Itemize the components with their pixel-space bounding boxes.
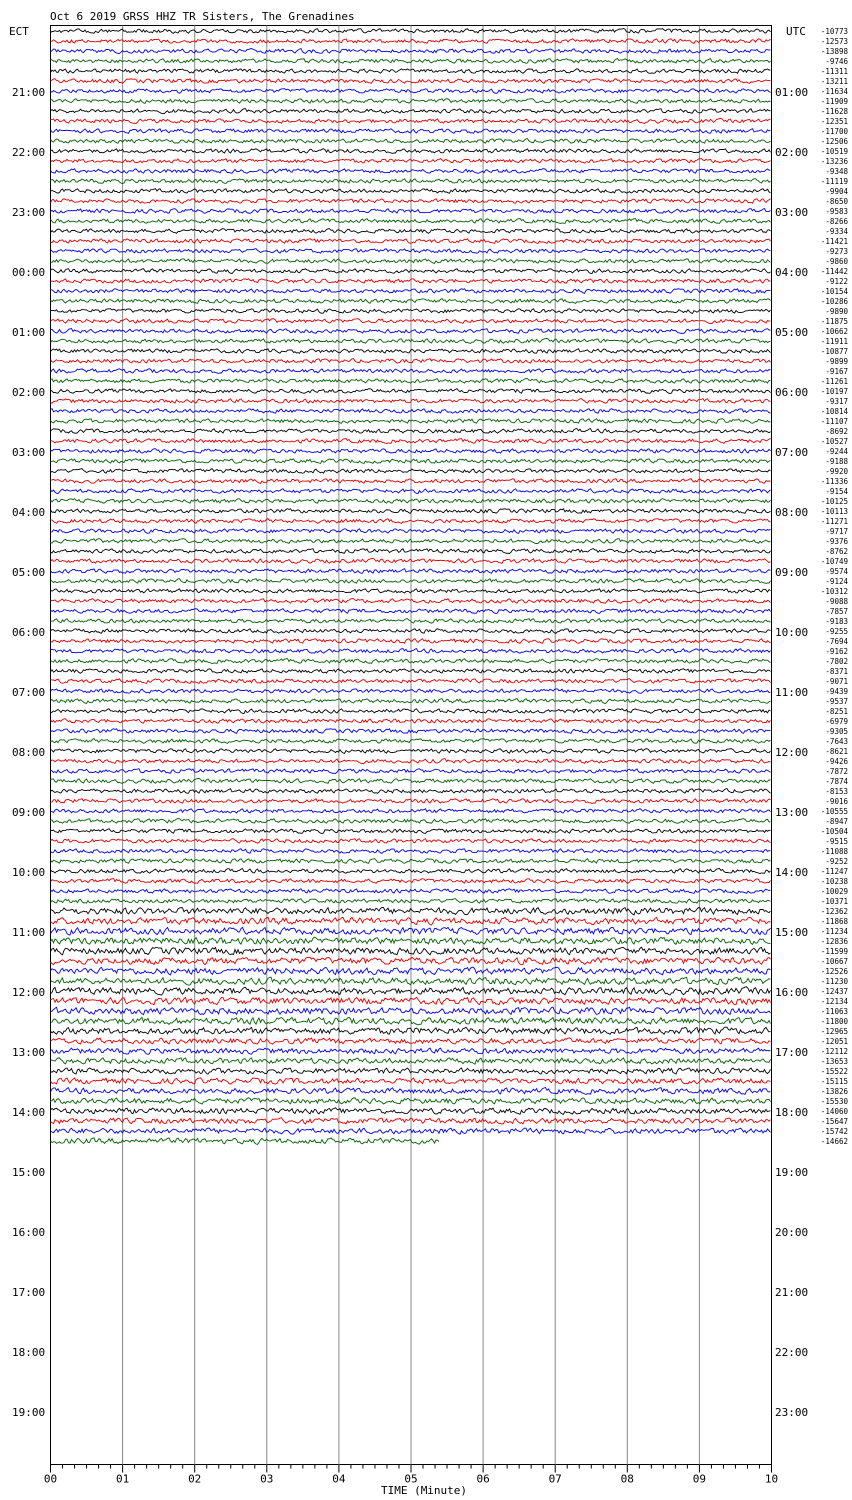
right-hour-label: 19:00 — [775, 1166, 809, 1179]
trace-offset: -8266 — [825, 217, 848, 226]
right-hour-label: 12:00 — [775, 746, 809, 759]
trace-offset: -7802 — [825, 657, 848, 666]
trace-offset: -9899 — [825, 357, 848, 366]
trace-offset: -11800 — [820, 1017, 848, 1026]
trace-offset: -11628 — [820, 107, 848, 116]
trace-offset: -9188 — [825, 457, 848, 466]
left-hour-label: 17:00 — [12, 1286, 46, 1299]
trace-offset: -10197 — [820, 387, 848, 396]
right-hour-label: 20:00 — [775, 1226, 809, 1239]
trace-offset: -10312 — [820, 587, 848, 596]
trace-offset: -11107 — [820, 417, 848, 426]
left-hour-label: 11:00 — [12, 926, 46, 939]
x-tick-label: 02 — [188, 1472, 202, 1486]
trace-offset: -10814 — [820, 407, 848, 416]
trace-offset: -9305 — [825, 727, 848, 736]
trace-offset: -13826 — [820, 1087, 848, 1096]
trace-offset: -9574 — [825, 567, 848, 576]
left-hour-label: 10:00 — [12, 866, 46, 879]
x-tick-label: 09 — [692, 1472, 707, 1486]
trace-offset: -12965 — [820, 1027, 848, 1036]
left-hour-label: 12:00 — [12, 986, 46, 999]
trace-offset: -14060 — [820, 1107, 848, 1116]
trace-offset: -10773 — [820, 27, 848, 36]
left-hour-label: 16:00 — [12, 1226, 46, 1239]
trace-offset: -11247 — [820, 867, 848, 876]
trace-offset: -10029 — [820, 887, 848, 896]
trace-offset: -12351 — [820, 117, 848, 126]
left-timezone-label: ECT — [9, 25, 29, 38]
trace-offset: -9088 — [825, 597, 848, 606]
right-hour-label: 07:00 — [775, 446, 809, 459]
right-hour-label: 09:00 — [775, 566, 809, 579]
right-hour-label: 16:00 — [775, 986, 809, 999]
right-hour-label: 14:00 — [775, 866, 809, 879]
trace-offset: -13236 — [820, 157, 848, 166]
trace-offset: -15530 — [820, 1097, 848, 1106]
trace-offset: -11875 — [820, 317, 848, 326]
x-tick-label: 03 — [260, 1472, 274, 1486]
trace-offset: -12051 — [820, 1037, 848, 1046]
trace-offset: -11700 — [820, 127, 848, 136]
trace-offset: -8153 — [825, 787, 848, 796]
trace-offset: -14662 — [820, 1137, 848, 1146]
trace-offset: -9717 — [825, 527, 848, 536]
right-hour-label: 18:00 — [775, 1106, 809, 1119]
trace-offset: -12573 — [820, 37, 848, 46]
x-tick-label: 10 — [764, 1472, 779, 1486]
x-tick-label: 08 — [620, 1472, 634, 1486]
trace-offset: -9252 — [825, 857, 848, 866]
trace-offset: -11261 — [820, 377, 848, 386]
x-axis-label: TIME (Minute) — [380, 1484, 468, 1497]
trace-offset: -7857 — [825, 607, 848, 616]
trace-offset-labels — [821, 27, 849, 1146]
trace-offset: -11599 — [820, 947, 848, 956]
trace-offset: -8692 — [825, 427, 848, 436]
trace-offset: -11868 — [820, 917, 848, 926]
trace-offset: -11119 — [820, 177, 848, 186]
trace-offset: -12134 — [820, 997, 848, 1006]
trace-offset: -10154 — [820, 287, 848, 296]
trace-offset: -9317 — [825, 397, 848, 406]
trace-offset: -13898 — [820, 47, 848, 56]
trace-offset: -9376 — [825, 537, 848, 546]
x-tick-label: 00 — [43, 1472, 58, 1486]
left-hour-label: 09:00 — [12, 806, 46, 819]
x-tick-label: 01 — [115, 1472, 130, 1486]
left-hour-label: 13:00 — [12, 1046, 46, 1059]
trace-offset: -15647 — [820, 1117, 848, 1126]
trace-offset: -9154 — [825, 487, 848, 496]
left-hour-label: 01:00 — [12, 326, 46, 339]
right-hour-label: 02:00 — [775, 146, 809, 159]
right-hour-label: 08:00 — [775, 506, 809, 519]
trace-offset: -12112 — [820, 1047, 848, 1056]
left-hour-label: 23:00 — [12, 206, 46, 219]
left-hour-label: 15:00 — [12, 1166, 46, 1179]
trace-offset: -9860 — [825, 257, 848, 266]
trace-offset: -8762 — [825, 547, 848, 556]
right-hour-label: 10:00 — [775, 626, 809, 639]
trace-offset: -10504 — [820, 827, 848, 836]
trace-offset: -8251 — [825, 707, 848, 716]
trace-offset: -8650 — [825, 197, 848, 206]
left-hour-label: 06:00 — [12, 626, 46, 639]
trace-offset: -8621 — [825, 747, 848, 756]
trace-offset: -10555 — [820, 807, 848, 816]
trace-offset: -10371 — [820, 897, 848, 906]
trace-offset: -11230 — [820, 977, 848, 986]
trace-offset: -9183 — [825, 617, 848, 626]
trace-offset: -7694 — [825, 637, 848, 646]
trace-offset: -12437 — [820, 987, 848, 996]
trace-offset: -11634 — [820, 87, 848, 96]
trace-offset: -11088 — [820, 847, 848, 856]
trace-offset: -8947 — [825, 817, 848, 826]
trace-offset: -9273 — [825, 247, 848, 256]
right-hour-label: 11:00 — [775, 686, 809, 699]
trace-offset: -6979 — [825, 717, 848, 726]
trace-offset: -11421 — [820, 237, 848, 246]
right-hour-label: 13:00 — [775, 806, 809, 819]
trace-offset: -10113 — [820, 507, 848, 516]
trace-offset: -10662 — [820, 327, 848, 336]
trace-offset: -7874 — [825, 777, 848, 786]
x-tick-label: 05 — [404, 1472, 418, 1486]
trace-offset: -11442 — [820, 267, 848, 276]
trace-offset: -7643 — [825, 737, 848, 746]
trace-offset: -11336 — [820, 477, 848, 486]
trace-offset: -10667 — [820, 957, 848, 966]
left-hour-label: 04:00 — [12, 506, 46, 519]
trace-offset: -10125 — [820, 497, 848, 506]
trace-offset: -10238 — [820, 877, 848, 886]
right-hour-label: 05:00 — [775, 326, 809, 339]
trace-offset: -10877 — [820, 347, 848, 356]
right-hour-label: 06:00 — [775, 386, 809, 399]
right-timezone-label: UTC — [786, 25, 806, 38]
trace-offset: -9124 — [825, 577, 848, 586]
trace-offset: -11271 — [820, 517, 848, 526]
trace-offset: -12836 — [820, 937, 848, 946]
right-hour-label: 22:00 — [775, 1346, 809, 1359]
trace-offset: -11911 — [820, 337, 848, 346]
trace-offset: -9515 — [825, 837, 848, 846]
x-tick-label: 04 — [332, 1472, 346, 1486]
trace-offset: -9583 — [825, 207, 848, 216]
trace-offset: -12526 — [820, 967, 848, 976]
trace-offset: -10527 — [820, 437, 848, 446]
trace-offset: -9348 — [825, 167, 848, 176]
trace-offset: -9439 — [825, 687, 848, 696]
trace-offset: -9537 — [825, 697, 848, 706]
trace-offset: -15115 — [820, 1077, 848, 1086]
right-hour-label: 21:00 — [775, 1286, 809, 1299]
x-tick-label: 07 — [548, 1472, 562, 1486]
x-tick-label: 06 — [476, 1472, 490, 1486]
left-hour-label: 19:00 — [12, 1406, 46, 1419]
trace-offset: -15522 — [820, 1067, 848, 1076]
left-hour-label: 14:00 — [12, 1106, 46, 1119]
chart-title: Oct 6 2019 GRSS HHZ TR Sisters, The Grenadines — [50, 10, 355, 23]
right-hour-label: 17:00 — [775, 1046, 809, 1059]
trace-offset: -8371 — [825, 667, 848, 676]
left-hour-label: 08:00 — [12, 746, 46, 759]
trace-offset: -10519 — [820, 147, 848, 156]
left-hour-label: 22:00 — [12, 146, 46, 159]
left-hour-label: 18:00 — [12, 1346, 46, 1359]
trace-offset: -11063 — [820, 1007, 848, 1016]
trace-offset: -15742 — [820, 1127, 848, 1136]
trace-offset: -9920 — [825, 467, 848, 476]
trace-offset: -11234 — [820, 927, 848, 936]
trace-offset: -9167 — [825, 367, 848, 376]
trace-offset: -9426 — [825, 757, 848, 766]
left-hour-label: 05:00 — [12, 566, 46, 579]
trace-offset: -13653 — [820, 1057, 848, 1066]
trace-offset: -9890 — [825, 307, 848, 316]
trace-offset: -11909 — [820, 97, 848, 106]
trace-offset: -9016 — [825, 797, 848, 806]
right-hour-label: 03:00 — [775, 206, 809, 219]
left-hour-label: 00:00 — [12, 266, 46, 279]
trace-offset: -9244 — [825, 447, 848, 456]
left-hour-label: 03:00 — [12, 446, 46, 459]
trace-offset: -10749 — [820, 557, 848, 566]
left-hour-label: 21:00 — [12, 86, 46, 99]
trace-offset: -11311 — [820, 67, 848, 76]
trace-offset: -9122 — [825, 277, 848, 286]
right-hour-label: 04:00 — [775, 266, 809, 279]
trace-offset: -12362 — [820, 907, 848, 916]
right-hour-label: 23:00 — [775, 1406, 809, 1419]
trace-offset: -9746 — [825, 57, 848, 66]
right-hour-label: 15:00 — [775, 926, 809, 939]
trace-offset: -7872 — [825, 767, 848, 776]
trace-offset: -9904 — [825, 187, 848, 196]
right-hour-label: 01:00 — [775, 86, 809, 99]
trace-offset: -9334 — [825, 227, 848, 236]
trace-offset: -9162 — [825, 647, 848, 656]
left-hour-label: 02:00 — [12, 386, 46, 399]
left-hour-label: 07:00 — [12, 686, 46, 699]
trace-offset: -13211 — [820, 77, 848, 86]
trace-offset: -10286 — [820, 297, 848, 306]
trace-offset: -12506 — [820, 137, 848, 146]
trace-offset: -9255 — [825, 627, 848, 636]
trace-offset: -9071 — [825, 677, 848, 686]
